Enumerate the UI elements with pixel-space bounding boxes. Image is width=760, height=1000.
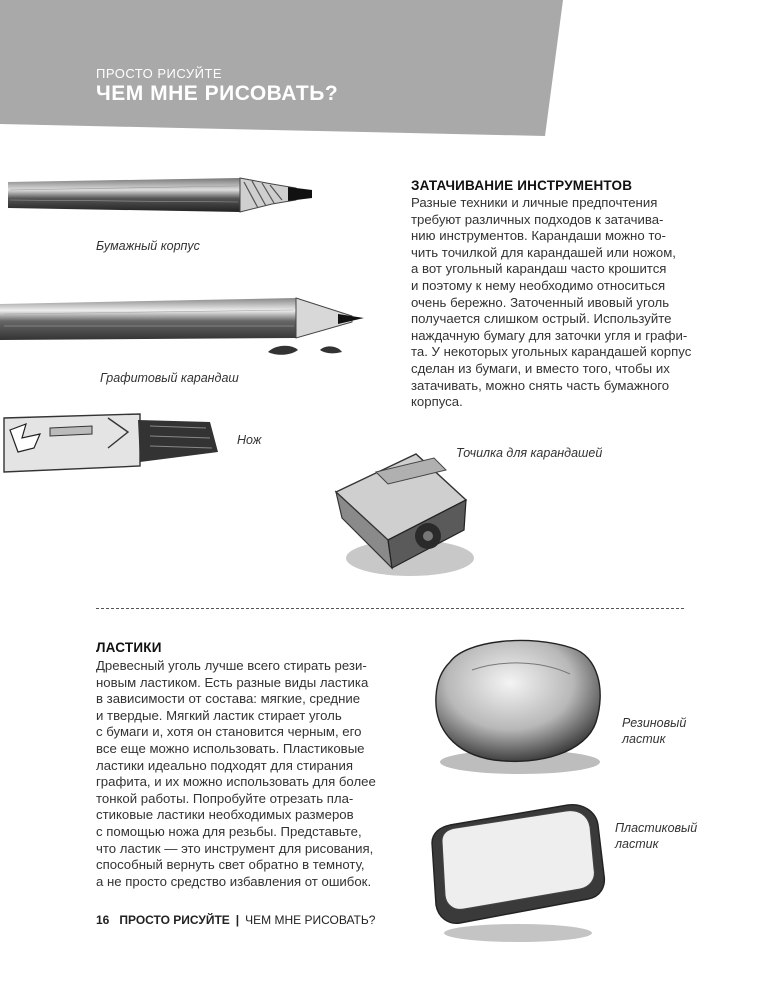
erasers-line: новым ластиком. Есть разные виды ластика bbox=[96, 674, 369, 690]
sharpening-heading: ЗАТАЧИВАНИЕ ИНСТРУМЕНТОВ bbox=[411, 178, 633, 193]
graphite-pencil-illustration bbox=[0, 290, 370, 360]
section-divider bbox=[96, 608, 684, 609]
erasers-line: в зависимости от состава: мягкие, средние bbox=[96, 691, 361, 707]
caption-plastic-eraser-line: Пластиковый bbox=[615, 821, 698, 835]
caption-graphite-pencil: Графитовый карандаш bbox=[100, 371, 239, 385]
caption-rubber-eraser bbox=[622, 715, 686, 747]
footer-section: ПРОСТО РИСУЙТЕ bbox=[119, 913, 230, 927]
caption-rubber-eraser-line: Резиновый bbox=[622, 716, 687, 730]
erasers-body bbox=[96, 658, 376, 890]
paper-wrapped-pencil-illustration bbox=[0, 170, 330, 230]
caption-plastic-eraser-line: ластик bbox=[615, 837, 659, 851]
knife-illustration bbox=[0, 404, 230, 484]
erasers-line: ластики идеально подходят для стирания bbox=[96, 757, 353, 773]
sharpening-line: наждачную бумагу для заточки угля и графи- bbox=[411, 327, 688, 343]
erasers-line: стиковые ластики необходимых размеров bbox=[96, 807, 354, 823]
footer-chapter: ЧЕМ МНЕ РИСОВАТЬ? bbox=[245, 913, 376, 927]
caption-paper-wrapped: Бумажный корпус bbox=[96, 239, 200, 253]
page-footer bbox=[96, 913, 375, 927]
erasers-line: все еще можно использовать. Пластиковые bbox=[96, 740, 365, 756]
caption-sharpener: Точилка для карандашей bbox=[456, 446, 603, 460]
sharpening-line: а вот угольный карандаш часто крошится bbox=[411, 261, 667, 277]
erasers-line: и твердые. Мягкий ластик стирает уголь bbox=[96, 707, 342, 723]
pencil-sharpener-illustration bbox=[318, 440, 483, 590]
sharpening-line: корпуса. bbox=[411, 394, 463, 410]
erasers-line: Древесный уголь лучше всего стирать рези- bbox=[96, 658, 367, 673]
erasers-line: тонкой работы. Попробуйте отрезать пла- bbox=[96, 790, 354, 806]
header-kicker: ПРОСТО РИСУЙТЕ bbox=[96, 66, 223, 81]
sharpening-line: и поэтому к нему необходимо относиться bbox=[411, 277, 666, 293]
sharpening-line: чить точилкой для карандашей или ножом, bbox=[411, 244, 676, 260]
header-banner bbox=[0, 0, 760, 140]
erasers-line: с бумаги и, хотя он становится черным, его bbox=[96, 724, 362, 740]
sharpening-line: нию инструментов. Карандаши можно то- bbox=[411, 228, 666, 244]
rubber-eraser-illustration bbox=[420, 630, 610, 780]
sharpening-line: затачивать, можно снять часть бумажного bbox=[411, 377, 670, 393]
sharpening-line: Разные техники и личные предпочтения bbox=[411, 195, 658, 210]
erasers-line: что ластик — это инструмент для рисования, bbox=[96, 840, 374, 856]
erasers-line: с помощью ножа для резьбы. Представьте, bbox=[96, 823, 362, 839]
footer-separator: | bbox=[235, 913, 240, 927]
erasers-line: графита, и их можно использовать для более bbox=[96, 774, 376, 790]
sharpening-line: та. У некоторых угольных карандашей корпус bbox=[411, 344, 692, 360]
caption-knife: Нож bbox=[237, 433, 262, 447]
erasers-line: способный вернуть свет обратно в темноту, bbox=[96, 857, 365, 873]
sharpening-body bbox=[411, 195, 691, 411]
caption-plastic-eraser bbox=[615, 820, 697, 852]
erasers-heading: ЛАСТИКИ bbox=[96, 640, 162, 655]
erasers-line: а не просто средство избавления от ошибок. bbox=[96, 873, 372, 889]
page-number: 16 bbox=[96, 913, 110, 927]
plastic-eraser-illustration bbox=[418, 795, 613, 945]
sharpening-line: получается слишком острый. Используйте bbox=[411, 311, 672, 327]
sharpening-line: требуют различных подходов к затачива- bbox=[411, 211, 664, 227]
page-title: ЧЕМ МНЕ РИСОВАТЬ? bbox=[96, 82, 339, 105]
caption-rubber-eraser-line: ластик bbox=[622, 732, 666, 746]
sharpening-line: сделан из бумаги, и вместо того, чтобы их bbox=[411, 360, 670, 376]
sharpening-line: очень бережно. Заточенный ивовый уголь bbox=[411, 294, 670, 310]
